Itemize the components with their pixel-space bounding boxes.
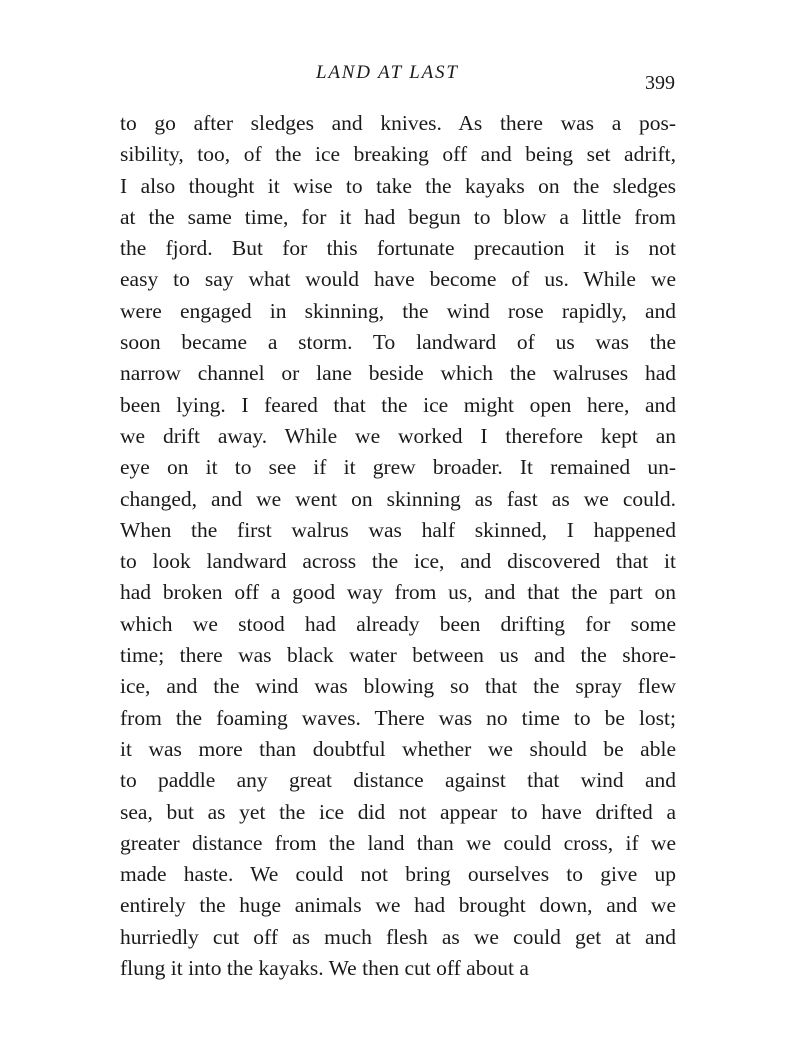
text-line: made haste. We could not bring ourselves to give up xyxy=(120,862,676,887)
text-line: eye on it to see if it grew broader. It remained un- xyxy=(120,455,676,480)
text-line: been lying. I feared that the ice might open here, and xyxy=(120,392,676,417)
text-line: we drift away. While we worked I therefore kept an xyxy=(120,423,676,448)
text-line: to look landward across the ice, and discovered that it xyxy=(120,549,676,574)
text-line: from the foaming waves. There was no time to be lost; xyxy=(120,705,676,730)
text-line: changed, and we went on skinning as fast as we could. xyxy=(120,486,676,511)
text-line: to paddle any great distance against that wind and xyxy=(120,768,676,793)
text-line: it was more than doubtful whether we should be able xyxy=(120,736,676,761)
text-line: ice, and the wind was blowing so that the spray flew xyxy=(120,674,676,699)
text-line: to go after sledges and knives. As there was a pos- xyxy=(120,111,676,135)
text-line: sibility, too, of the ice breaking off and being set adrift, xyxy=(120,142,676,167)
text-line: greater distance from the land than we could cross, if we xyxy=(120,830,676,855)
text-line: hurriedly cut off as much flesh as we could get at and xyxy=(120,924,676,949)
running-head xyxy=(0,58,800,94)
text-line: soon became a storm. To landward of us was the xyxy=(120,330,676,355)
text-line: at the same time, for it had begun to blow a little from xyxy=(120,204,676,229)
text-line: easy to say what would have become of us. While we xyxy=(120,267,676,292)
page-number: 399 xyxy=(645,72,675,94)
text-line: the fjord. But for this fortunate precaution it is not xyxy=(120,236,676,261)
text-line: sea, but as yet the ice did not appear to have drifted a xyxy=(120,799,676,824)
text-line: which we stood had already been drifting for some xyxy=(120,611,676,636)
text-line: narrow channel or lane beside which the walruses had xyxy=(120,361,676,386)
running-title: LAND AT LAST xyxy=(316,62,459,83)
text-line: had broken off a good way from us, and that the part on xyxy=(120,580,676,605)
text-line: time; there was black water between us and the shore- xyxy=(120,643,676,668)
body-text xyxy=(120,108,676,984)
text-line: When the first walrus was half skinned, I happened xyxy=(120,517,676,542)
text-line: entirely the huge animals we had brought down, and we xyxy=(120,893,676,918)
text-line: I also thought it wise to take the kayaks on the sledges xyxy=(120,173,676,198)
text-line: flung it into the kayaks. We then cut off about a xyxy=(120,956,529,981)
text-line: were engaged in skinning, the wind rose rapidly, and xyxy=(120,298,676,323)
